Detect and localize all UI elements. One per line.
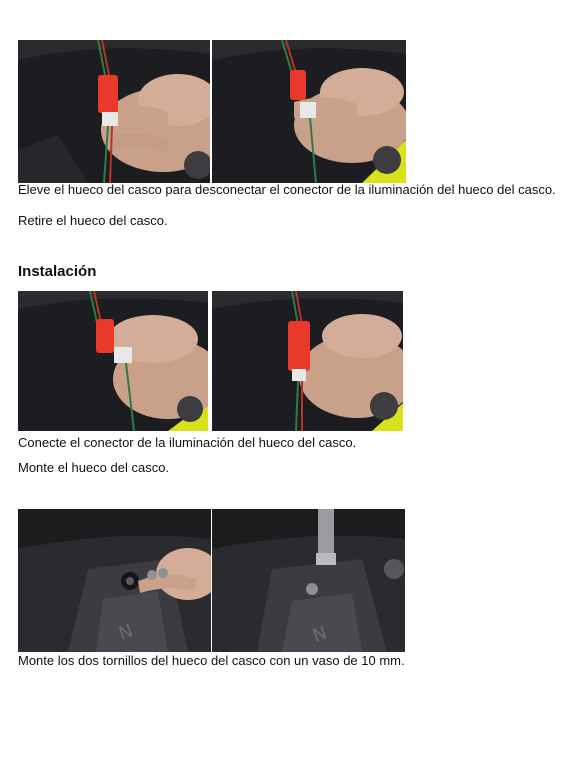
photo-connector-disconnect-2 (212, 40, 406, 183)
svg-text:N: N (115, 620, 136, 645)
photo-connector-connect-1 (18, 291, 208, 431)
caption-disconnect: Eleve el hueco del casco para desconectar el conector de la iluminación del hueco del casco. (18, 182, 556, 197)
photo-bolts-1 (18, 509, 211, 652)
svg-text:N: N (309, 622, 330, 647)
photo-connector-disconnect-1 (18, 40, 210, 183)
caption-bolts: Monte los dos tornillos del hueco del casco con un vaso de 10 mm. (18, 653, 405, 668)
caption-remove: Retire el hueco del casco. (18, 213, 168, 228)
caption-mount: Monte el hueco del casco. (18, 460, 170, 475)
photo-bolts-2 (212, 509, 405, 652)
section-heading-installation: Instalación (18, 263, 97, 280)
caption-connect: Conecte el conector de la iluminación del hueco del casco. (18, 435, 357, 450)
photo-connector-connect-2 (212, 291, 403, 431)
